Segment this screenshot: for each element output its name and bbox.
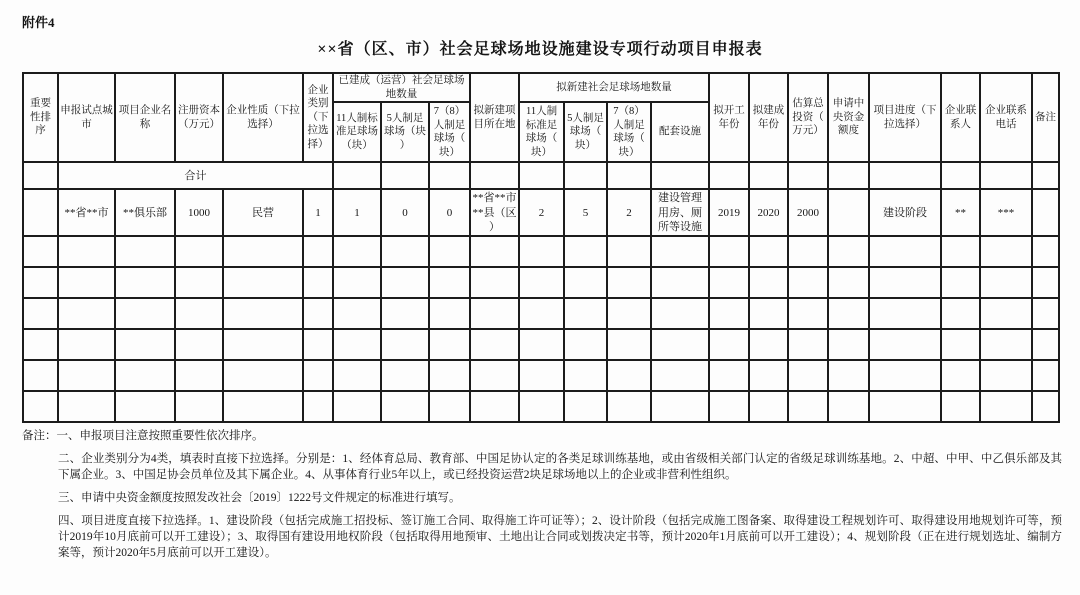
empty-cell bbox=[607, 236, 651, 267]
empty-cell bbox=[429, 391, 470, 422]
empty-row bbox=[23, 329, 1059, 360]
cell-start-year: 2019 bbox=[709, 189, 749, 236]
header-built-78: 7（8）人制足球场（块） bbox=[429, 102, 470, 162]
cell-importance bbox=[23, 189, 58, 236]
empty-cell bbox=[175, 329, 223, 360]
attachment-label: 附件4 bbox=[22, 15, 55, 30]
cell-built-11: 1 bbox=[333, 189, 381, 236]
empty-cell bbox=[869, 267, 941, 298]
empty-cell bbox=[58, 267, 115, 298]
header-progress: 项目进度（下拉选择） bbox=[869, 73, 941, 162]
header-location: 拟新建项目所在地 bbox=[470, 73, 519, 162]
empty-cell bbox=[1032, 236, 1059, 267]
empty-cell bbox=[175, 298, 223, 329]
note-2: 二、企业类别分为4类，填表时直接下拉选择。分别是：1、经体育总局、教育部、中国足协认定的各类足球训练基地，或由省级相关部门认定的省级足球训练基地。2、中超、中甲、中乙俱乐部及其下属企业。3、中国足协会员单位及其下属企业。4、从事体育行业5年以上，或已经投资运营2块足球场地以上的企业或非营利性组织。 bbox=[58, 453, 1062, 481]
empty-cell bbox=[607, 267, 651, 298]
cell-enterprise-category: 1 bbox=[303, 189, 333, 236]
header-registered-capital: 注册资本（万元） bbox=[175, 73, 223, 162]
empty-cell bbox=[1032, 329, 1059, 360]
header-new-78: 7（8）人制足球场（块） bbox=[607, 102, 651, 162]
empty-cell bbox=[828, 267, 869, 298]
empty-cell bbox=[788, 236, 828, 267]
empty-cell bbox=[788, 298, 828, 329]
cell-remarks bbox=[1032, 189, 1059, 236]
empty-cell bbox=[828, 360, 869, 391]
empty-cell bbox=[709, 267, 749, 298]
total-cell bbox=[980, 162, 1032, 189]
cell-location: **省**市**县（区） bbox=[470, 189, 519, 236]
empty-cell bbox=[869, 298, 941, 329]
cell-enterprise-name: **俱乐部 bbox=[115, 189, 175, 236]
empty-cell bbox=[651, 267, 709, 298]
total-cell bbox=[651, 162, 709, 189]
cell-new-78: 2 bbox=[607, 189, 651, 236]
empty-cell bbox=[115, 329, 175, 360]
empty-cell bbox=[470, 360, 519, 391]
note-1-text: 一、申报项目注意按照重要性依次排序。 bbox=[56, 430, 264, 442]
header-enterprise-category: 企业类别（下拉选择） bbox=[303, 73, 333, 162]
total-cell bbox=[709, 162, 749, 189]
header-group-new: 拟新建社会足球场地数量 bbox=[519, 73, 709, 102]
total-cell bbox=[1032, 162, 1059, 189]
empty-cell bbox=[941, 267, 980, 298]
empty-cell bbox=[519, 360, 564, 391]
empty-cell bbox=[303, 236, 333, 267]
header-central-fund: 申请中央资金额度 bbox=[828, 73, 869, 162]
empty-cell bbox=[223, 267, 303, 298]
total-importance-cell bbox=[23, 162, 58, 189]
total-cell bbox=[941, 162, 980, 189]
empty-cell bbox=[333, 298, 381, 329]
empty-cell bbox=[58, 236, 115, 267]
empty-cell bbox=[564, 267, 607, 298]
empty-cell bbox=[23, 298, 58, 329]
empty-cell bbox=[1032, 391, 1059, 422]
empty-cell bbox=[941, 236, 980, 267]
page-title: ××省（区、市）社会足球场地设施建设专项行动项目申报表 bbox=[317, 41, 763, 58]
empty-cell bbox=[223, 298, 303, 329]
total-cell bbox=[381, 162, 429, 189]
empty-row bbox=[23, 298, 1059, 329]
empty-cell bbox=[175, 267, 223, 298]
empty-cell bbox=[115, 360, 175, 391]
total-cell bbox=[519, 162, 564, 189]
empty-cell bbox=[58, 360, 115, 391]
empty-cell bbox=[470, 391, 519, 422]
notes-label: 备注： bbox=[22, 430, 57, 442]
empty-cell bbox=[23, 329, 58, 360]
empty-cell bbox=[429, 267, 470, 298]
empty-cell bbox=[869, 236, 941, 267]
header-phone: 企业联系电话 bbox=[980, 73, 1032, 162]
empty-cell bbox=[828, 391, 869, 422]
empty-cell bbox=[869, 391, 941, 422]
empty-cell bbox=[223, 360, 303, 391]
header-new-5: 5人制足球场（块） bbox=[564, 102, 607, 162]
empty-cell bbox=[223, 391, 303, 422]
header-complete-year: 拟建成年份 bbox=[749, 73, 788, 162]
empty-cell bbox=[709, 329, 749, 360]
empty-cell bbox=[381, 391, 429, 422]
empty-cell bbox=[470, 329, 519, 360]
empty-cell bbox=[519, 329, 564, 360]
empty-cell bbox=[333, 267, 381, 298]
header-remarks: 备注 bbox=[1032, 73, 1059, 162]
empty-cell bbox=[333, 391, 381, 422]
empty-cell bbox=[709, 391, 749, 422]
empty-cell bbox=[607, 391, 651, 422]
total-cell bbox=[564, 162, 607, 189]
total-cell bbox=[828, 162, 869, 189]
empty-cell bbox=[980, 360, 1032, 391]
empty-row bbox=[23, 236, 1059, 267]
empty-cell bbox=[23, 267, 58, 298]
empty-cell bbox=[115, 391, 175, 422]
empty-cell bbox=[381, 298, 429, 329]
empty-cell bbox=[223, 236, 303, 267]
note-3: 三、申请中央资金额度按照发改社会〔2019〕1222号文件规定的标准进行填写。 bbox=[58, 492, 461, 504]
empty-cell bbox=[381, 329, 429, 360]
empty-cell bbox=[381, 267, 429, 298]
empty-cell bbox=[381, 360, 429, 391]
empty-cell bbox=[749, 267, 788, 298]
empty-cell bbox=[749, 329, 788, 360]
empty-cell bbox=[869, 329, 941, 360]
cell-enterprise-nature: 民营 bbox=[223, 189, 303, 236]
empty-cell bbox=[980, 329, 1032, 360]
empty-cell bbox=[651, 298, 709, 329]
empty-cell bbox=[651, 391, 709, 422]
empty-cell bbox=[709, 360, 749, 391]
header-group-built: 已建成（运营）社会足球场地数量 bbox=[333, 73, 470, 102]
empty-cell bbox=[429, 236, 470, 267]
header-built-11: 11人制标准足球场（块） bbox=[333, 102, 381, 162]
empty-cell bbox=[564, 236, 607, 267]
empty-cell bbox=[564, 298, 607, 329]
total-cell bbox=[333, 162, 381, 189]
empty-cell bbox=[980, 298, 1032, 329]
empty-cell bbox=[828, 298, 869, 329]
empty-cell bbox=[115, 236, 175, 267]
empty-cell bbox=[429, 360, 470, 391]
note-4: 四、项目进度直接下拉选择。1、建设阶段（包括完成施工招投标、签订施工合同、取得施工许可证等）；2、设计阶段（包括完成施工图备案、取得建设工程规划许可、取得建设用地规划许可等，预计2019年10月底前可以开工建设）；3、取得国有建设用地权阶段（包括取得用地预审、土地出让合同或划拨决定书等，预计2020年1月底前可以开工建设）；4、规划阶段（正在进行规划选址、编制方案等，预计2020年5月底前可以开工建设）。 bbox=[58, 515, 1062, 559]
empty-cell bbox=[429, 329, 470, 360]
empty-cell bbox=[519, 391, 564, 422]
empty-cell bbox=[1032, 360, 1059, 391]
empty-cell bbox=[941, 360, 980, 391]
total-cell bbox=[607, 162, 651, 189]
empty-cell bbox=[333, 236, 381, 267]
cell-total-investment: 2000 bbox=[788, 189, 828, 236]
total-row bbox=[23, 162, 1059, 189]
header-enterprise-name: 项目企业名称 bbox=[115, 73, 175, 162]
header-built-5: 5人制足球场（块） bbox=[381, 102, 429, 162]
empty-cell bbox=[303, 360, 333, 391]
empty-cell bbox=[115, 267, 175, 298]
cell-built-5: 0 bbox=[381, 189, 429, 236]
empty-cell bbox=[828, 236, 869, 267]
cell-new-11: 2 bbox=[519, 189, 564, 236]
header-start-year: 拟开工年份 bbox=[709, 73, 749, 162]
header-total-investment: 估算总投资（万元） bbox=[788, 73, 828, 162]
empty-cell bbox=[788, 329, 828, 360]
empty-cell bbox=[429, 298, 470, 329]
empty-cell bbox=[519, 267, 564, 298]
empty-cell bbox=[788, 391, 828, 422]
empty-row bbox=[23, 267, 1059, 298]
empty-cell bbox=[564, 391, 607, 422]
empty-cell bbox=[869, 360, 941, 391]
empty-cell bbox=[941, 298, 980, 329]
empty-cell bbox=[23, 236, 58, 267]
empty-cell bbox=[980, 236, 1032, 267]
total-cell bbox=[749, 162, 788, 189]
empty-cell bbox=[749, 298, 788, 329]
empty-cell bbox=[58, 329, 115, 360]
note-1 bbox=[22, 428, 1062, 444]
header-enterprise-nature: 企业性质（下拉选择） bbox=[223, 73, 303, 162]
empty-cell bbox=[941, 329, 980, 360]
empty-cell bbox=[709, 236, 749, 267]
empty-cell bbox=[651, 360, 709, 391]
empty-cell bbox=[828, 329, 869, 360]
empty-cell bbox=[564, 329, 607, 360]
header-importance: 重要性排序 bbox=[23, 73, 58, 162]
empty-cell bbox=[381, 236, 429, 267]
total-cell bbox=[788, 162, 828, 189]
cell-phone: *** bbox=[980, 189, 1032, 236]
empty-cell bbox=[788, 267, 828, 298]
total-cell bbox=[470, 162, 519, 189]
empty-cell bbox=[58, 391, 115, 422]
empty-cell bbox=[23, 391, 58, 422]
cell-built-78: 0 bbox=[429, 189, 470, 236]
empty-cell bbox=[941, 391, 980, 422]
cell-new-5: 5 bbox=[564, 189, 607, 236]
empty-cell bbox=[1032, 298, 1059, 329]
empty-cell bbox=[175, 391, 223, 422]
empty-cell bbox=[651, 236, 709, 267]
empty-cell bbox=[58, 298, 115, 329]
header-new-11: 11人制标准足球场（块） bbox=[519, 102, 564, 162]
empty-cell bbox=[175, 236, 223, 267]
empty-cell bbox=[23, 360, 58, 391]
empty-cell bbox=[115, 298, 175, 329]
cell-progress: 建设阶段 bbox=[869, 189, 941, 236]
empty-row bbox=[23, 360, 1059, 391]
empty-cell bbox=[788, 360, 828, 391]
header-contact: 企业联系人 bbox=[941, 73, 980, 162]
empty-cell bbox=[564, 360, 607, 391]
empty-cell bbox=[223, 329, 303, 360]
cell-contact: ** bbox=[941, 189, 980, 236]
empty-cell bbox=[607, 360, 651, 391]
empty-cell bbox=[980, 391, 1032, 422]
empty-cell bbox=[1032, 267, 1059, 298]
empty-cell bbox=[303, 391, 333, 422]
empty-cell bbox=[607, 298, 651, 329]
cell-registered-capital: 1000 bbox=[175, 189, 223, 236]
empty-cell bbox=[303, 267, 333, 298]
total-cell bbox=[869, 162, 941, 189]
empty-cell bbox=[980, 267, 1032, 298]
empty-cell bbox=[175, 360, 223, 391]
empty-cell bbox=[303, 298, 333, 329]
notes-section bbox=[22, 428, 1062, 568]
cell-complete-year: 2020 bbox=[749, 189, 788, 236]
empty-cell bbox=[470, 298, 519, 329]
empty-cell bbox=[333, 329, 381, 360]
application-table bbox=[22, 72, 1060, 423]
empty-row bbox=[23, 391, 1059, 422]
total-cell bbox=[429, 162, 470, 189]
empty-cell bbox=[749, 236, 788, 267]
empty-cell bbox=[749, 391, 788, 422]
table-body bbox=[23, 162, 1059, 422]
cell-facilities: 建设管理用房、厕所等设施 bbox=[651, 189, 709, 236]
empty-cell bbox=[333, 360, 381, 391]
empty-cell bbox=[470, 236, 519, 267]
empty-cell bbox=[303, 329, 333, 360]
empty-cell bbox=[519, 236, 564, 267]
empty-cell bbox=[470, 267, 519, 298]
total-label-cell: 合计 bbox=[58, 162, 333, 189]
cell-central-fund bbox=[828, 189, 869, 236]
cell-pilot-city: **省**市 bbox=[58, 189, 115, 236]
empty-cell bbox=[651, 329, 709, 360]
empty-cell bbox=[519, 298, 564, 329]
header-facilities: 配套设施 bbox=[651, 102, 709, 162]
project-data-row bbox=[23, 189, 1059, 236]
empty-cell bbox=[749, 360, 788, 391]
header-pilot-city: 申报试点城市 bbox=[58, 73, 115, 162]
empty-cell bbox=[709, 298, 749, 329]
empty-cell bbox=[607, 329, 651, 360]
